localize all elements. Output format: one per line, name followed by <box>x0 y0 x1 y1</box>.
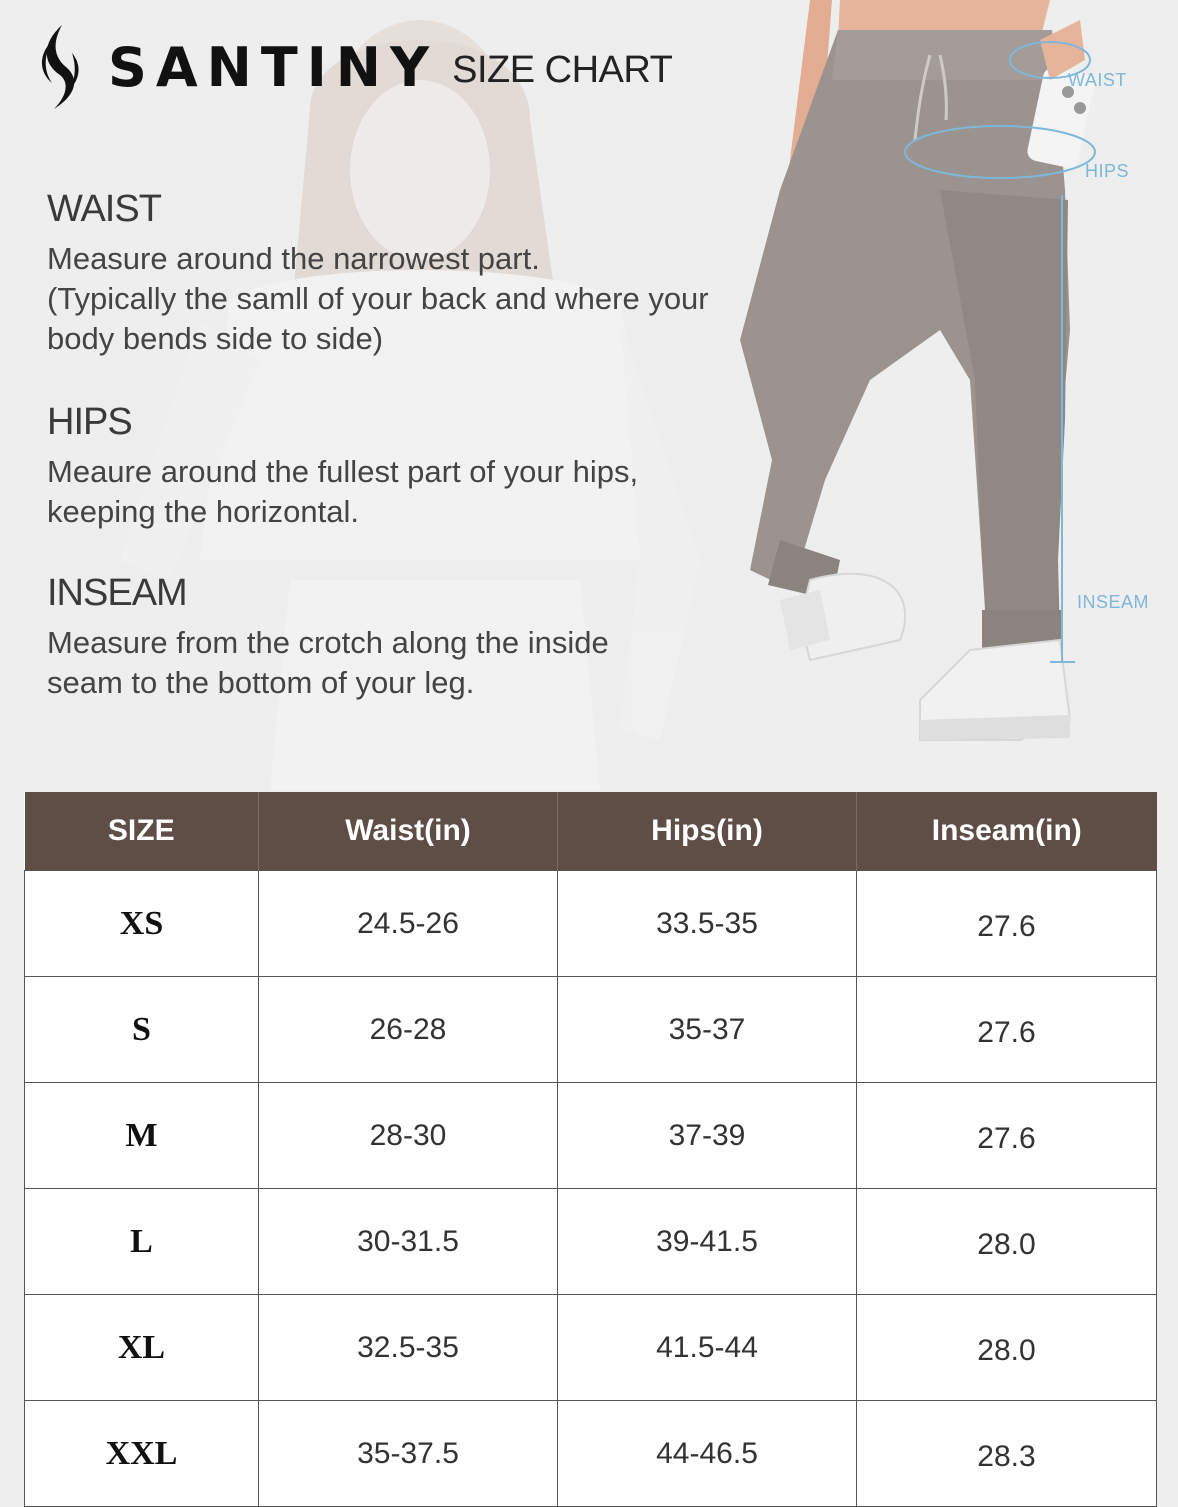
waist-section <box>47 188 709 359</box>
size-cell: XS <box>25 871 259 977</box>
waist-heading: WAIST <box>47 188 161 230</box>
inseam-label: INSEAM <box>1077 592 1150 612</box>
hips-label: HIPS <box>1085 161 1130 181</box>
flame-swirl-logo-icon <box>36 23 86 111</box>
hips-heading: HIPS <box>47 401 132 443</box>
inseam-cell: 28.0 <box>857 1189 1157 1295</box>
waist-description: Measure around the narrowest part. (Typically the samll of your back and where your body bends side to side) <box>47 241 709 356</box>
size-cell: S <box>25 977 259 1083</box>
size-cell: L <box>25 1189 259 1295</box>
table-row <box>25 977 1157 1083</box>
hips-description: Meaure around the fullest part of your hips, keeping the horizontal. <box>47 454 639 529</box>
hips-cell: 35-37 <box>558 977 857 1083</box>
model-illustration <box>720 0 1178 790</box>
brand-header <box>36 22 672 112</box>
column-header-waist: Waist(in) <box>259 792 558 871</box>
inseam-section <box>47 572 609 703</box>
size-cell: XXL <box>25 1401 259 1507</box>
hips-cell: 39-41.5 <box>558 1189 857 1295</box>
table-header-row <box>25 792 1157 871</box>
inseam-cell: 27.6 <box>857 977 1157 1083</box>
inseam-cell: 28.3 <box>857 1401 1157 1507</box>
hips-cell: 41.5-44 <box>558 1295 857 1401</box>
brand-name: SANTINY <box>108 35 439 99</box>
table-row <box>25 871 1157 977</box>
inseam-cell: 28.0 <box>857 1295 1157 1401</box>
column-header-inseam: Inseam(in) <box>857 792 1157 871</box>
table-row <box>25 1295 1157 1401</box>
inseam-description: Measure from the crotch along the inside seam to the bottom of your leg. <box>47 625 609 700</box>
size-cell: XL <box>25 1295 259 1401</box>
size-table <box>24 792 1157 1507</box>
inseam-cell: 27.6 <box>857 1083 1157 1189</box>
page-title: SIZE CHART <box>452 48 673 91</box>
hips-section <box>47 401 638 532</box>
table-row <box>25 1401 1157 1507</box>
waist-label: WAIST <box>1068 70 1127 90</box>
waist-cell: 24.5-26 <box>259 871 558 977</box>
waist-cell: 26-28 <box>259 977 558 1083</box>
hips-cell: 33.5-35 <box>558 871 857 977</box>
size-cell: M <box>25 1083 259 1189</box>
pants-model-image <box>720 0 1178 790</box>
hips-cell: 37-39 <box>558 1083 857 1189</box>
inseam-heading: INSEAM <box>47 572 187 614</box>
table-row <box>25 1083 1157 1189</box>
column-header-size: SIZE <box>25 792 259 871</box>
column-header-hips: Hips(in) <box>558 792 857 871</box>
waist-cell: 32.5-35 <box>259 1295 558 1401</box>
inseam-cell: 27.6 <box>857 871 1157 977</box>
waist-cell: 30-31.5 <box>259 1189 558 1295</box>
hips-cell: 44-46.5 <box>558 1401 857 1507</box>
waist-cell: 35-37.5 <box>259 1401 558 1507</box>
waist-cell: 28-30 <box>259 1083 558 1189</box>
table-row <box>25 1189 1157 1295</box>
